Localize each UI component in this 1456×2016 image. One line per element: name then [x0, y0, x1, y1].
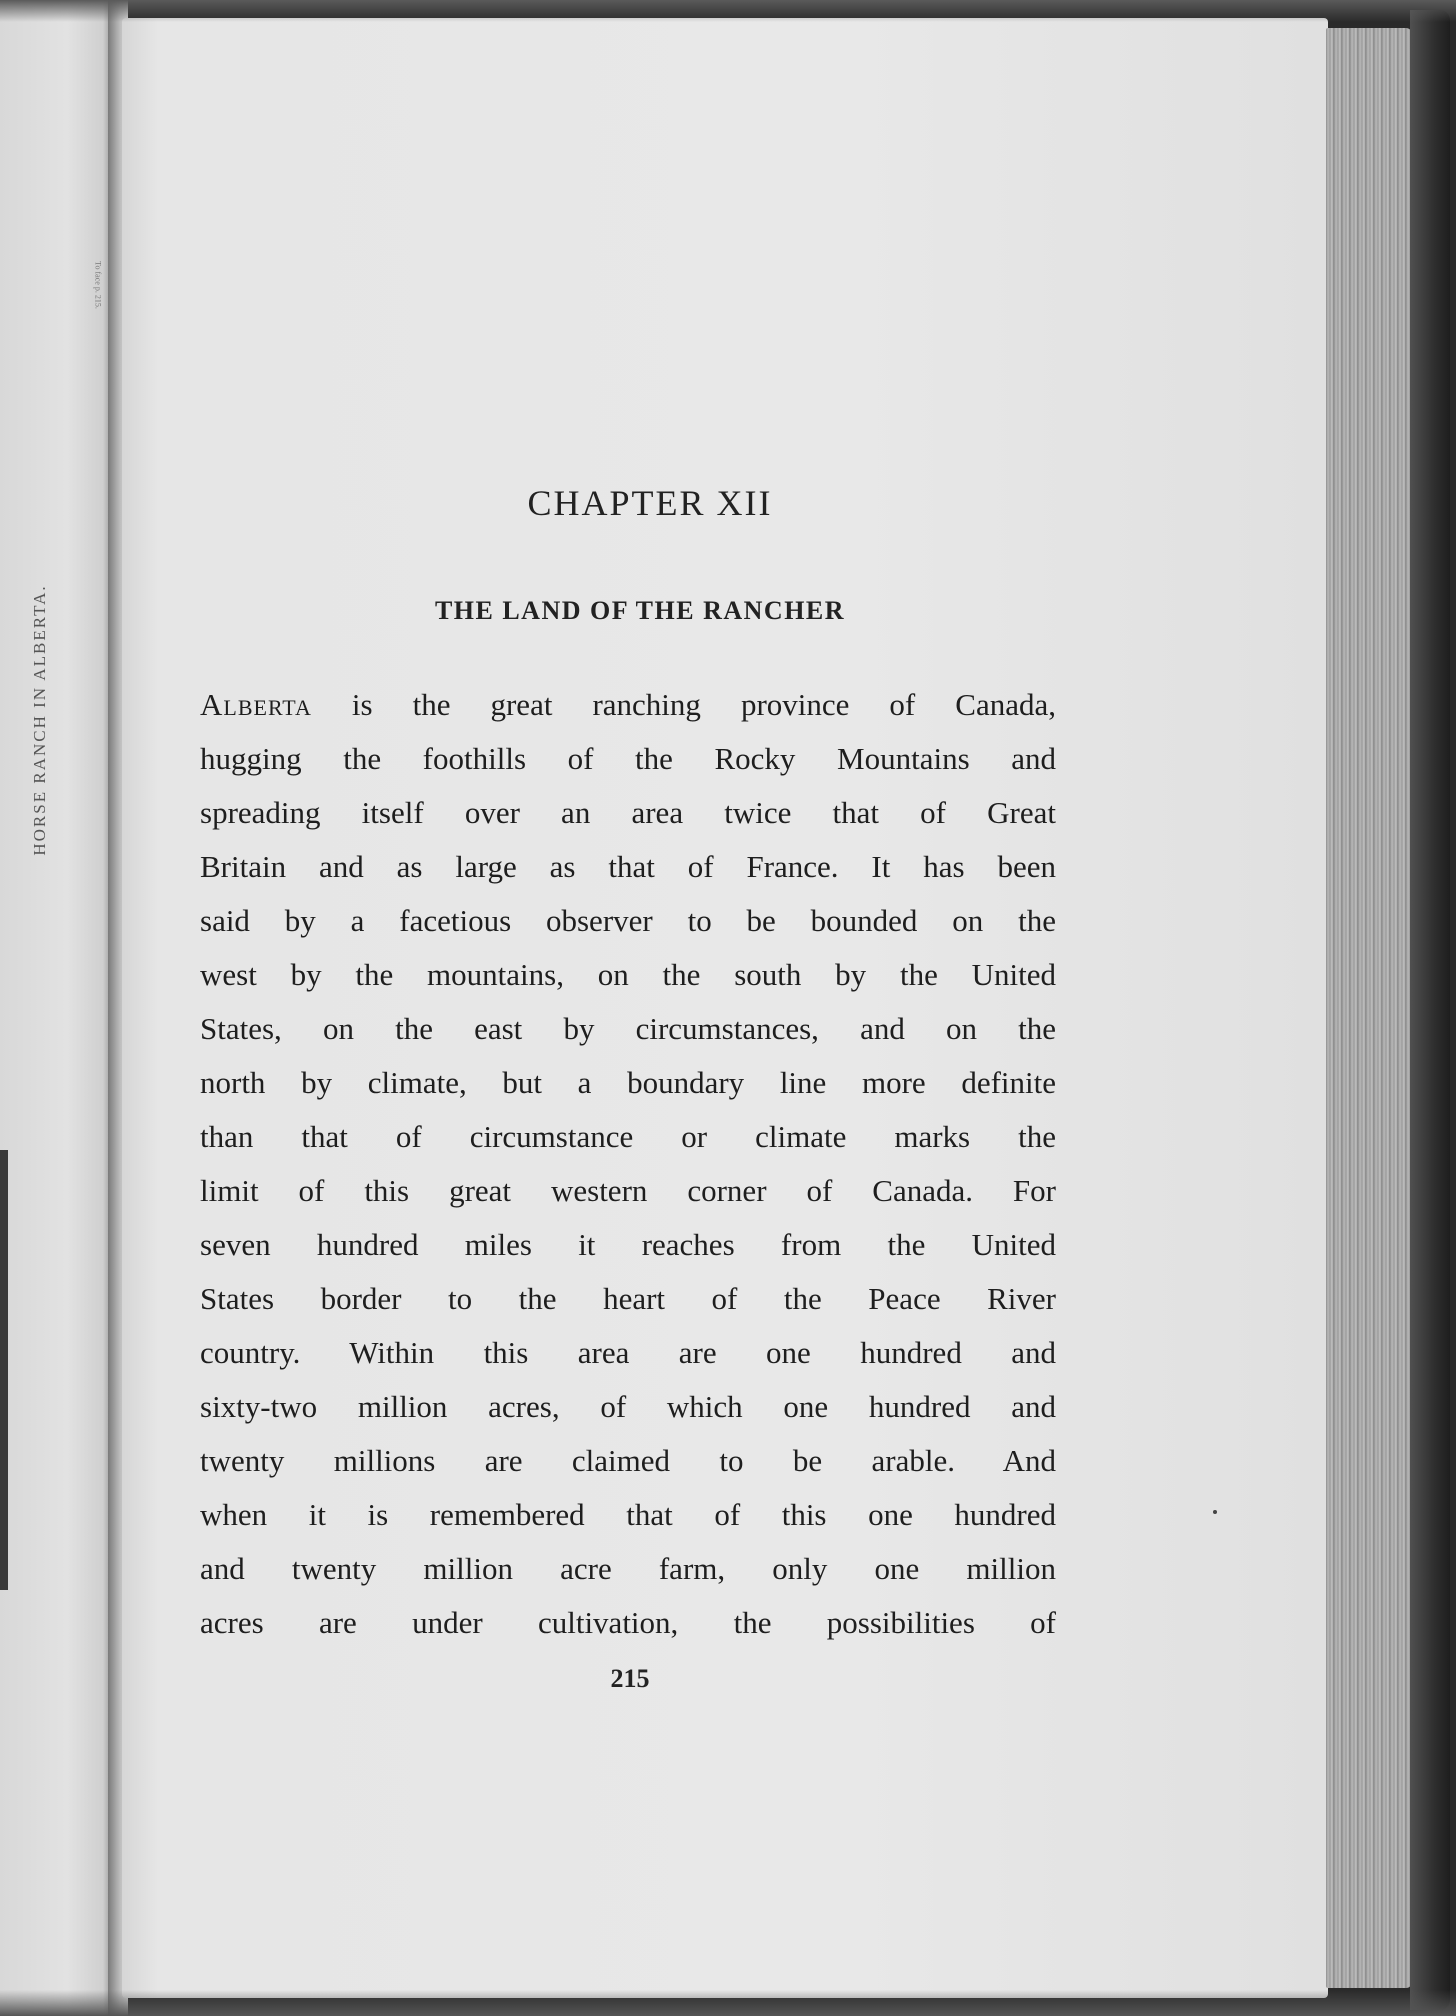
- body-line: when it is remembered that of this one hundred: [200, 1497, 1056, 1532]
- plate-caption-text: HORSE RANCH IN ALBERTA.: [30, 584, 49, 856]
- body-line: Alberta is the great ranching province of Canada,: [200, 687, 1056, 722]
- chapter-title: CHAPTER XII: [527, 483, 773, 523]
- page-fore-edge: [1326, 28, 1412, 1988]
- body-line: limit of this great western corner of Canada. For: [200, 1173, 1056, 1208]
- body-line: and twenty million acre farm, only one million: [200, 1551, 1056, 1586]
- body-line: than that of circumstance or climate marks the: [200, 1119, 1056, 1154]
- body-line: west by the mountains, on the south by the United: [200, 957, 1056, 992]
- body-line: Britain and as large as that of France. It has been: [200, 849, 1056, 884]
- plate-edge: [0, 1150, 8, 1590]
- body-line: States border to the heart of the Peace River: [200, 1281, 1056, 1316]
- body-line: twenty millions are claimed to be arable. And: [200, 1443, 1056, 1478]
- body-text: [200, 678, 1056, 1650]
- body-line: country. Within this area are one hundred and: [200, 1335, 1056, 1370]
- body-line: seven hundred miles it reaches from the United: [200, 1227, 1056, 1262]
- body-line: spreading itself over an area twice that of Great: [200, 795, 1056, 830]
- left-plate-page: [0, 0, 112, 2016]
- lead-word: Alberta: [200, 687, 312, 722]
- page-number: 215: [610, 1664, 650, 1693]
- body-line: hugging the foothills of the Rocky Mountains and: [200, 741, 1056, 776]
- body-line: north by climate, but a boundary line more definite: [200, 1065, 1056, 1100]
- plate-reference-text: To face p. 215.: [93, 261, 103, 309]
- chapter-subtitle: THE LAND OF THE RANCHER: [434, 596, 846, 625]
- body-line: said by a facetious observer to be bounded on the: [200, 903, 1056, 938]
- bottom-shadow: [0, 1990, 1456, 2016]
- top-shadow: [0, 0, 1456, 22]
- body-line: sixty-two million acres, of which one hundred and: [200, 1389, 1056, 1424]
- paper-speck: [1213, 1510, 1217, 1514]
- book-cover-edge: [1410, 10, 1450, 2010]
- body-line: acres are under cultivation, the possibilities of: [200, 1605, 1056, 1640]
- body-line: States, on the east by circumstances, and on the: [200, 1011, 1056, 1046]
